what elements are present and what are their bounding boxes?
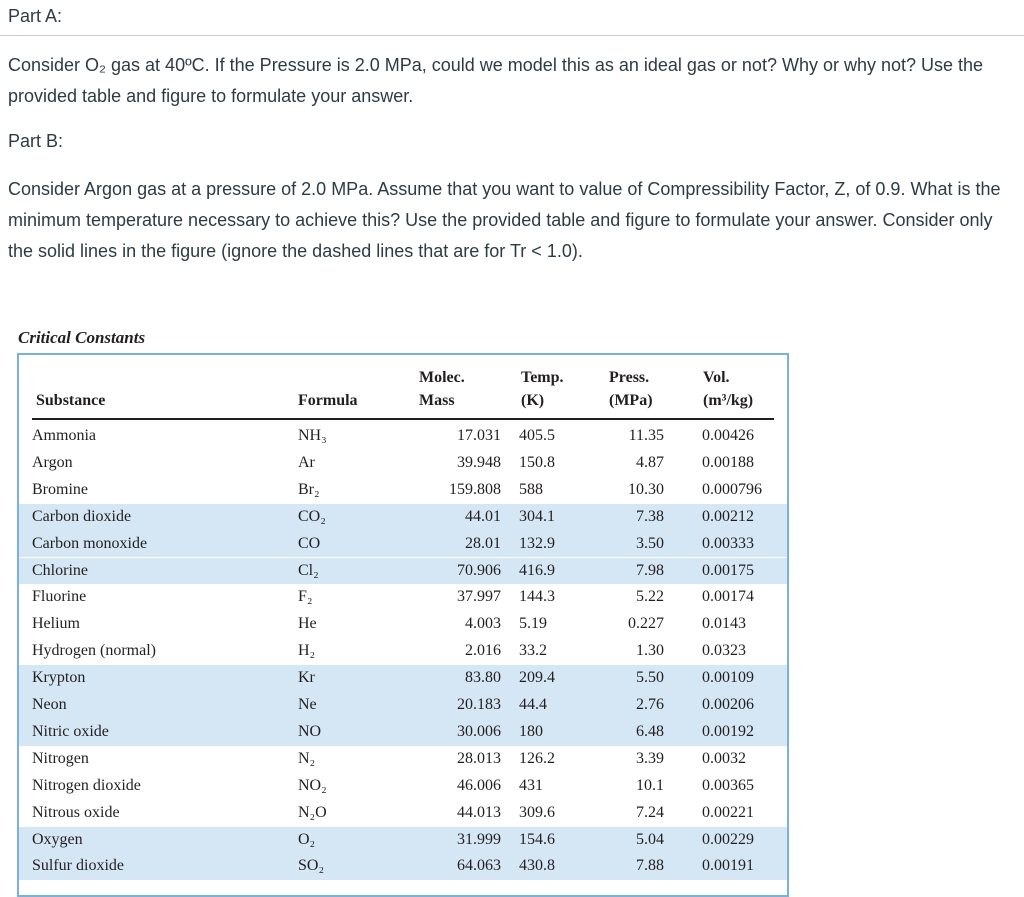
table-row bbox=[19, 719, 787, 746]
header-temp bbox=[521, 366, 564, 412]
cell-vol: 0.00426 bbox=[702, 427, 754, 444]
cell-temp: 405.5 bbox=[519, 427, 555, 444]
cell-temp: 132.9 bbox=[519, 534, 555, 552]
cell-formula: NO₂ bbox=[298, 776, 327, 794]
cell-vol: 0.00192 bbox=[702, 722, 754, 740]
cell-formula: CO bbox=[298, 534, 321, 552]
cell-temp: 5.19 bbox=[519, 615, 547, 633]
cell-mass: 30.006 bbox=[457, 722, 501, 740]
cell-mass: 37.997 bbox=[457, 588, 501, 606]
header-vol-line1: Vol. bbox=[703, 369, 730, 386]
cell-formula: Br₂ bbox=[298, 480, 320, 498]
cell-formula: H₂ bbox=[298, 642, 316, 660]
critical-constants-table bbox=[17, 353, 789, 897]
cell-substance: Nitrogen bbox=[32, 749, 89, 767]
cell-substance: Helium bbox=[32, 615, 80, 633]
header-molec-mass bbox=[419, 366, 465, 412]
cell-press: 11.35 bbox=[628, 427, 664, 444]
cell-substance: Oxygen bbox=[32, 830, 83, 848]
cell-temp: 126.2 bbox=[519, 749, 555, 767]
header-molec-mass-line1: Molec. bbox=[419, 369, 465, 386]
cell-mass: 28.01 bbox=[465, 534, 501, 552]
table-row bbox=[19, 746, 787, 773]
cell-substance: Chlorine bbox=[32, 561, 88, 579]
cell-formula: CO₂ bbox=[298, 507, 326, 525]
part-a-question: Consider O₂ gas at 40ºC. If the Pressure is 2.0 MPa, could we model this as an ideal gas or not? Why or why not? Use the provided table and figure to formulate your answer. bbox=[8, 55, 984, 106]
table-row bbox=[19, 423, 787, 450]
cell-vol: 0.00221 bbox=[702, 803, 754, 821]
cell-substance: Bromine bbox=[32, 480, 88, 498]
cell-mass: 44.01 bbox=[465, 507, 501, 525]
cell-press: 5.04 bbox=[636, 830, 664, 848]
cell-temp: 144.3 bbox=[519, 588, 555, 606]
table-row bbox=[19, 611, 787, 638]
header-press-line1: Press. bbox=[609, 369, 650, 386]
table-row bbox=[19, 450, 787, 477]
cell-vol: 0.00188 bbox=[702, 453, 754, 471]
cell-formula: Ar bbox=[298, 453, 315, 471]
cell-press: 4.87 bbox=[636, 453, 664, 471]
table-row bbox=[19, 531, 787, 558]
cell-temp: 430.8 bbox=[519, 857, 555, 875]
divider bbox=[0, 35, 1024, 36]
cell-substance: Fluorine bbox=[32, 588, 87, 606]
cell-mass: 28.013 bbox=[457, 749, 501, 767]
header-molec-mass-line2: Mass bbox=[419, 392, 455, 409]
cell-temp: 304.1 bbox=[519, 507, 555, 525]
cell-vol: 0.00174 bbox=[702, 588, 754, 606]
header-vol-line2: (m³/kg) bbox=[703, 392, 754, 409]
cell-mass: 159.808 bbox=[449, 480, 501, 498]
cell-formula: SO₂ bbox=[298, 857, 325, 875]
cell-mass: 64.063 bbox=[457, 857, 501, 875]
cell-press: 1.30 bbox=[636, 642, 664, 660]
cell-substance: Sulfur dioxide bbox=[32, 857, 124, 875]
cell-temp: 154.6 bbox=[519, 830, 555, 848]
part-a-heading: Part A: bbox=[8, 6, 63, 26]
table-row bbox=[19, 692, 787, 719]
header-temp-line2: (K) bbox=[521, 392, 545, 409]
header-vol bbox=[703, 366, 753, 412]
cell-formula: Cl₂ bbox=[298, 561, 319, 579]
cell-mass: 2.016 bbox=[465, 642, 501, 660]
cell-press: 0.227 bbox=[628, 615, 664, 633]
cell-press: 7.98 bbox=[636, 561, 664, 579]
cell-press: 5.50 bbox=[636, 669, 664, 687]
cell-mass: 17.031 bbox=[457, 427, 501, 444]
cell-substance: Argon bbox=[32, 453, 73, 471]
cell-temp: 180 bbox=[519, 722, 543, 740]
cell-substance: Krypton bbox=[32, 669, 86, 687]
table-row bbox=[19, 827, 787, 854]
cell-substance: Hydrogen (normal) bbox=[32, 642, 156, 660]
table-row bbox=[19, 584, 787, 611]
cell-vol: 0.00109 bbox=[702, 669, 754, 687]
table-caption: Critical Constants bbox=[18, 328, 146, 347]
cell-formula: Kr bbox=[298, 669, 315, 687]
cell-press: 2.76 bbox=[636, 696, 664, 713]
cell-formula: He bbox=[298, 615, 317, 633]
cell-mass: 44.013 bbox=[457, 803, 501, 821]
table-row bbox=[19, 665, 787, 692]
cell-formula: NO bbox=[298, 722, 322, 740]
cell-vol: 0.00229 bbox=[702, 830, 754, 848]
cell-vol: 0.0143 bbox=[702, 615, 746, 633]
header-press bbox=[609, 366, 653, 412]
cell-substance: Nitrogen dioxide bbox=[32, 776, 141, 794]
header-substance: Substance bbox=[36, 392, 106, 409]
cell-vol: 0.0323 bbox=[702, 642, 746, 660]
cell-mass: 4.003 bbox=[465, 615, 501, 633]
table-row bbox=[19, 504, 787, 531]
table-row bbox=[19, 853, 787, 880]
cell-press: 3.50 bbox=[636, 534, 664, 552]
header-formula: Formula bbox=[298, 392, 358, 409]
cell-vol: 0.00206 bbox=[702, 696, 754, 713]
cell-mass: 31.999 bbox=[457, 830, 501, 848]
cell-formula: O₂ bbox=[298, 830, 316, 848]
cell-vol: 0.00175 bbox=[702, 561, 754, 579]
table-row bbox=[19, 800, 787, 827]
cell-temp: 150.8 bbox=[519, 453, 555, 471]
table-row bbox=[19, 773, 787, 800]
cell-temp: 431 bbox=[519, 776, 543, 794]
header-rule bbox=[32, 418, 774, 420]
cell-substance: Neon bbox=[32, 696, 67, 713]
cell-formula: N₂O bbox=[298, 803, 327, 821]
cell-press: 7.38 bbox=[636, 507, 664, 525]
cell-temp: 309.6 bbox=[519, 803, 555, 821]
cell-mass: 20.183 bbox=[457, 696, 501, 713]
cell-press: 6.48 bbox=[636, 722, 664, 740]
cell-formula: Ne bbox=[298, 696, 317, 713]
cell-formula: F₂ bbox=[298, 588, 313, 606]
table-row bbox=[19, 638, 787, 665]
cell-vol: 0.000796 bbox=[702, 480, 762, 498]
cell-vol: 0.00191 bbox=[702, 857, 754, 875]
cell-substance: Nitric oxide bbox=[32, 722, 109, 740]
cell-mass: 70.906 bbox=[457, 561, 501, 579]
cell-press: 7.24 bbox=[636, 803, 664, 821]
cell-substance: Carbon monoxide bbox=[32, 534, 148, 552]
header-press-line2: (MPa) bbox=[609, 392, 653, 409]
cell-substance: Ammonia bbox=[32, 427, 96, 444]
cell-vol: 0.00212 bbox=[702, 507, 754, 525]
cell-mass: 83.80 bbox=[465, 669, 501, 687]
cell-temp: 44.4 bbox=[519, 696, 547, 713]
cell-temp: 588 bbox=[519, 480, 543, 498]
cell-vol: 0.0032 bbox=[702, 749, 746, 767]
cell-substance: Nitrous oxide bbox=[32, 803, 120, 821]
table-row bbox=[19, 477, 787, 504]
header-temp-line1: Temp. bbox=[521, 369, 564, 386]
cell-formula: NH₃ bbox=[298, 427, 327, 444]
cell-vol: 0.00365 bbox=[702, 776, 754, 794]
part-b-question: Consider Argon gas at a pressure of 2.0 MPa. Assume that you want to value of Compressibility Factor, Z, of 0.9. What is the minimum temperature necessary to achieve this? Use the provided table and figure to formulate your answer. Consider only the solid lines in the figure (ignore the dashed lines that are for Tr < 1.0). bbox=[8, 179, 1001, 261]
cell-press: 3.39 bbox=[636, 749, 664, 767]
cell-vol: 0.00333 bbox=[702, 534, 754, 552]
cell-temp: 416.9 bbox=[519, 561, 555, 579]
cell-temp: 209.4 bbox=[519, 669, 555, 687]
cell-mass: 46.006 bbox=[457, 776, 501, 794]
cell-press: 7.88 bbox=[636, 857, 664, 875]
cell-temp: 33.2 bbox=[519, 642, 547, 660]
cell-press: 10.1 bbox=[636, 776, 664, 794]
table-row bbox=[19, 558, 787, 585]
cell-press: 10.30 bbox=[628, 480, 664, 498]
cell-mass: 39.948 bbox=[457, 453, 501, 471]
part-b-heading: Part B: bbox=[8, 131, 64, 151]
cell-substance: Carbon dioxide bbox=[32, 507, 132, 525]
cell-formula: N₂ bbox=[298, 749, 316, 767]
cell-press: 5.22 bbox=[636, 588, 664, 606]
